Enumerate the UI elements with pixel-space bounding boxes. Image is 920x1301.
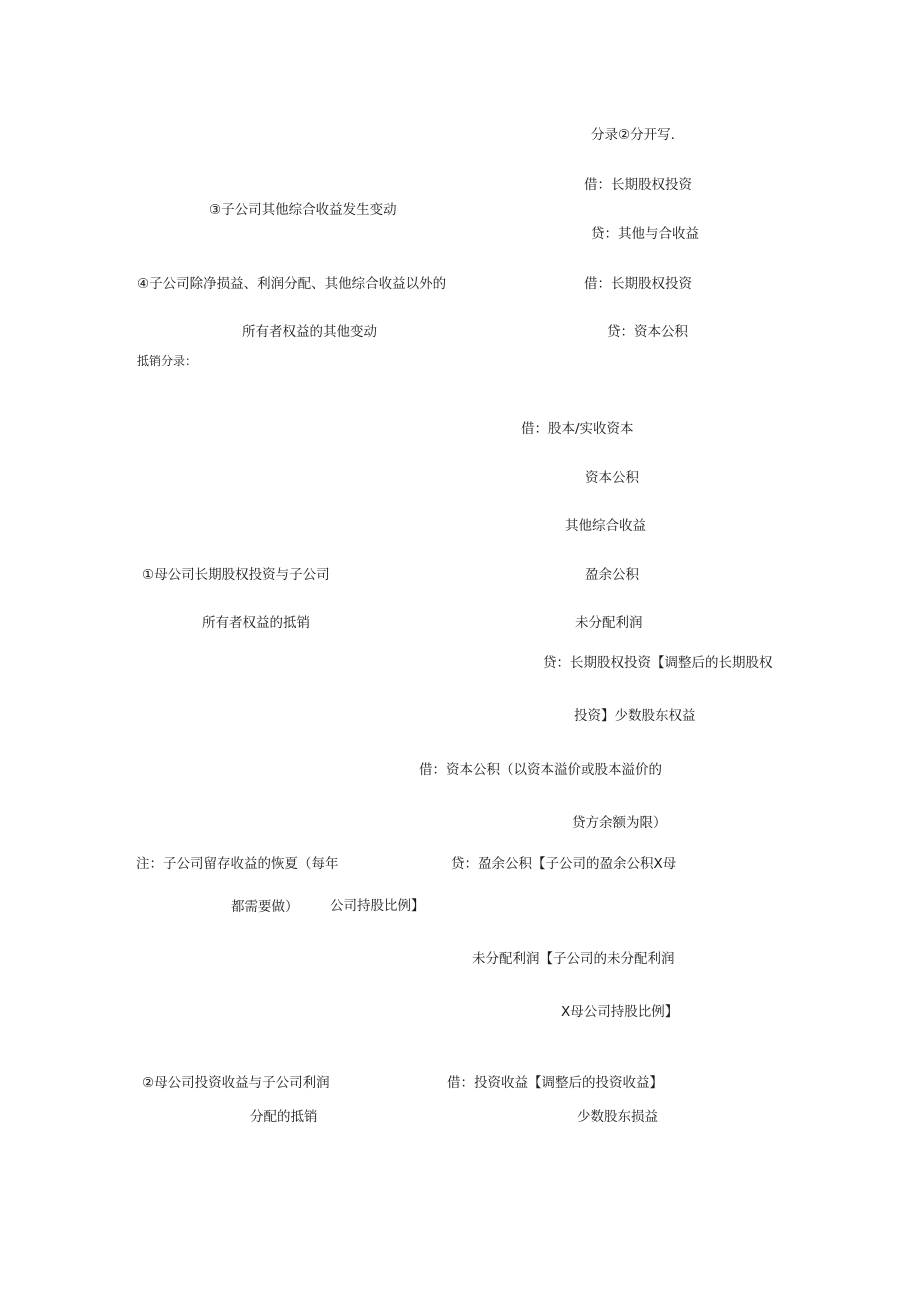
text-line-23: 都需要做） xyxy=(231,899,299,915)
text-line-17: 贷：长期股权投资【调整后的长期股权 xyxy=(543,655,773,671)
text-line-25: 未分配利润【子公司的未分配利润 xyxy=(472,951,675,967)
text-line-6: 借：长期股权投资 xyxy=(584,276,692,292)
text-line-1: 分录②分开写. xyxy=(591,127,675,143)
text-line-26: X母公司持股比例】 xyxy=(561,1004,679,1020)
text-line-14: 盈余公积 xyxy=(585,567,639,583)
text-line-3: ③子公司其他综合收益发生变动 xyxy=(209,202,397,218)
text-line-15: 所有者权益的抵销 xyxy=(202,615,310,631)
text-line-5: ④子公司除净损益、利润分配、其他综合收益以外的 xyxy=(137,276,447,292)
text-line-30: 少数股东损益 xyxy=(577,1109,658,1125)
text-line-11: 资本公积 xyxy=(585,470,639,486)
text-line-21: 注：子公司留存收益的恢夏（每年 xyxy=(136,856,339,872)
text-line-24: 公司持股比例】 xyxy=(330,898,425,914)
text-line-27: ②母公司投资收益与子公司利润 xyxy=(142,1075,330,1091)
text-line-2: 借：长期股权投资 xyxy=(584,177,692,193)
text-line-12: 其他综合收益 xyxy=(565,518,646,534)
text-line-18: 投资】少数股东权益 xyxy=(574,708,696,724)
text-line-22: 贷：盈余公积【子公司的盈余公积X母 xyxy=(451,856,677,872)
text-line-29: 分配的抵销 xyxy=(250,1109,318,1125)
text-line-4: 贷：其他与合收益 xyxy=(591,226,699,242)
text-line-13: ①母公司长期股权投资与子公司 xyxy=(142,567,330,583)
text-line-10: 借：股本/实收资本 xyxy=(521,421,634,437)
text-line-20: 贷方余额为限） xyxy=(572,815,667,831)
text-line-8: 贷：资本公积 xyxy=(607,324,688,340)
text-line-9: 抵销分录： xyxy=(137,354,198,368)
text-line-28: 借：投资收益【调整后的投资收益】 xyxy=(447,1075,663,1091)
text-line-16: 未分配利润 xyxy=(575,615,643,631)
text-line-19: 借：资本公积（以资本溢价或股本溢价的 xyxy=(419,762,662,778)
text-line-7: 所有者权益的其他变动 xyxy=(242,324,377,340)
